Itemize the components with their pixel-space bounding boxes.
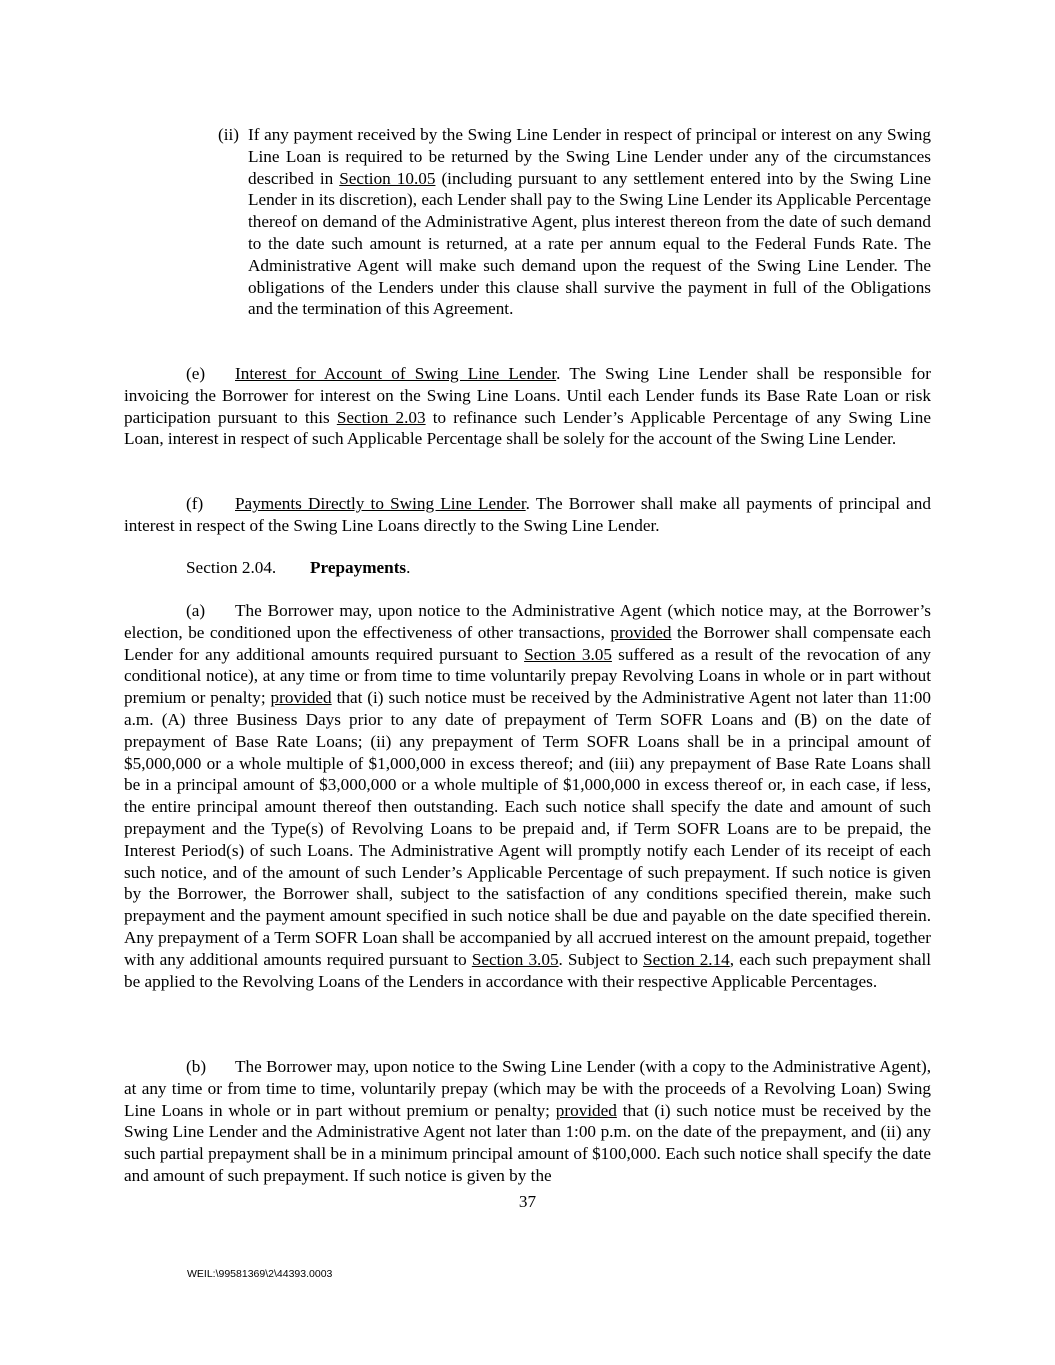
section-reference-link: Section 2.03	[336, 407, 426, 427]
paragraph-ii	[218, 124, 931, 320]
clause-label: (ii)	[218, 125, 239, 144]
page-number: 37	[518, 1192, 537, 1211]
defined-term: provided	[270, 688, 332, 708]
document-footer-id: WEIL:\99581369\2\44393.0003	[187, 1268, 333, 1280]
clause-label: (e)	[186, 364, 206, 383]
paragraph-b: (b) The Borrower may, upon notice to the Swing Line Lender (with a copy to the Administrative Agent), at any time or from time to time, voluntarily prepay (which may be with the proceeds of a Revolving Loan) Swing Line Loans in whole or in part without premium or penalty; provided that (i) such notice must be received by the Swing Line Lender and the Administrative Agent not later than 1:00 p.m. on the date of the prepayment, and (ii) any such partial prepayment shall be in a minimum principal amount of $100,000. Each such notice shall specify the date and amount of such prepayment. If such notice is given by the	[124, 1057, 931, 1185]
defined-term: provided	[610, 622, 672, 642]
paragraph-f: (f) Payments Directly to Swing Line Lender. The Borrower shall make all payments of principal and interest in respect of the Swing Line Loans directly to the Swing Line Lender.	[124, 494, 931, 535]
section-reference-link: Section 10.05	[339, 168, 436, 188]
section-reference-link: Section 3.05	[471, 949, 559, 969]
clause-title: Payments Directly to Swing Line Lender	[235, 494, 526, 513]
section-reference-link: Section 3.05	[524, 644, 612, 664]
section-title: Prepayments	[310, 558, 407, 577]
defined-term: provided	[555, 1100, 617, 1120]
paragraph-a: (a) The Borrower may, upon notice to the Administrative Agent (which notice may, at the Borrower’s election, be conditioned upon the effectiveness of other transactions, provided the Borrower shall compensate each Lender for any additional amounts required pursuant to Section 3.05 suffered as a result of the revocation of any conditional notice), at any time or from time to time voluntarily prepay Revolving Loans in whole or in part without premium or penalty; provided that (i) such notice must be received by the Administrative Agent not later than 11:00 a.m. (A) three Business Days prior to any date of prepayment of Term SOFR Loans and (B) on the date of prepayment of Base Rate Loans; (ii) any prepayment of Term SOFR Loans shall be in a principal amount of $5,000,000 or a whole multiple of $1,000,000 in excess thereof; and (iii) any prepayment of Base Rate Loans shall be in a principal amount of $3,000,000 or a whole multiple of $1,000,000 in excess thereof or, in each case, if less, the entire principal amount thereof then outstanding. Each such notice shall specify the date and amount of such prepayment and the Type(s) of Revolving Loans to be prepaid and, if Term SOFR Loans are to be prepaid, the Interest Period(s) of such Loans. The Administrative Agent will promptly notify each Lender of its receipt of each such notice, and of the amount of such Lender’s Applicable Percentage of such prepayment. If such notice is given by the Borrower, the Borrower shall, subject to the satisfaction of any conditions specified therein, make such prepayment and the payment amount specified in such notice shall be due and payable on the date specified therein. Any prepayment of a Term SOFR Loan shall be accompanied by all accrued interest on the amount prepaid, together with any additional amounts required pursuant to Section 3.05. Subject to Section 2.14, each such prepayment shall be applied to the Revolving Loans of the Lenders in accordance with their respective Applicable Percentages.	[124, 601, 932, 991]
section-heading: Section 2.04. Prepayments.	[186, 558, 411, 577]
clause-title: Interest for Account of Swing Line Lender	[235, 364, 557, 383]
section-reference-link: Section 2.14	[643, 949, 730, 969]
clause-label: (b)	[186, 1057, 207, 1076]
paragraph-e: (e) Interest for Account of Swing Line Lender. The Swing Line Lender shall be responsible for invoicing the Borrower for interest on the Swing Line Loans. Until each Lender funds its Base Rate Loan or risk participation pursuant to this Section 2.03 to refinance such Lender’s Applicable Percentage of any Swing Line Loan, interest in respect of such Applicable Percentage shall be solely for the account of the Swing Line Lender.	[124, 364, 931, 449]
section-number: Section 2.04.	[186, 558, 277, 577]
clause-label: (a)	[186, 601, 206, 620]
clause-label: (f)	[186, 494, 204, 513]
paragraph-body: If any payment received by the Swing Line Lender in respect of principal or interest on any Swing Line Loan is required to be returned by the Swing Line Lender under any of the circumstances described in Section 10.05 (including pursuant to any settlement entered into by the Swing Line Lender in its discretion), each Lender shall pay to the Swing Line Lender its Applicable Percentage thereof on demand of the Administrative Agent, plus interest thereon from the date of such demand to the date such amount is returned, at a rate per annum equal to the Federal Funds Rate. The Administrative Agent will make such demand upon the request of the Swing Line Lender. The obligations of the Lenders under this clause shall survive the payment in full of the Obligations and the termination of this Agreement.	[248, 125, 931, 319]
